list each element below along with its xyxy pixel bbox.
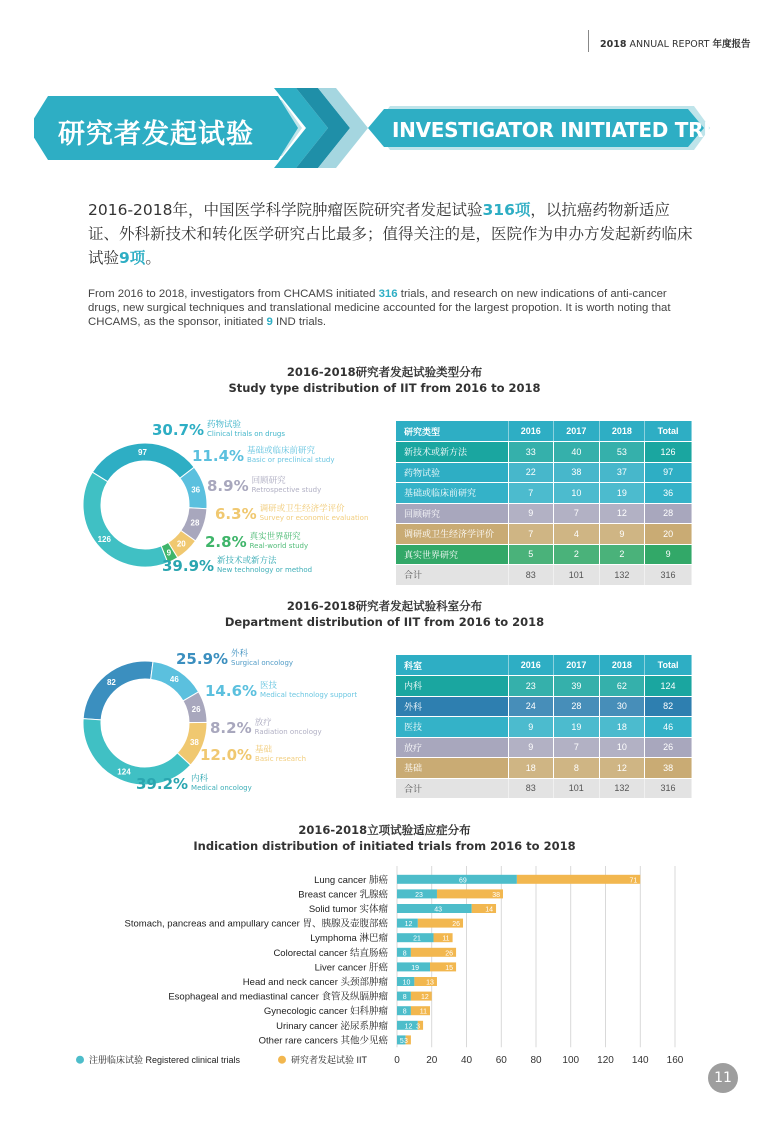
table-cell: 5 [508,544,554,565]
table-cell: 37 [599,462,645,483]
table-cell: 10 [599,737,645,758]
table-cell: 39 [554,676,600,697]
legend-percent: 39.9% [162,557,215,575]
legend-swatch [278,1056,286,1064]
x-tick-label: 140 [631,1055,649,1065]
x-tick-label: 100 [562,1055,580,1065]
bar-value-label: 71 [629,877,638,885]
report-header [600,36,751,50]
legend-label-real-world-study [205,532,308,551]
table-total-cell: 132 [599,778,645,799]
x-tick-label: 40 [460,1055,473,1065]
legend-label-survey-or-economic-evaluation [215,504,368,523]
donut-value-label: 97 [138,448,147,458]
table-cell: 9 [508,737,554,758]
legend-percent: 2.8% [205,533,247,551]
category-label: Lung cancer 肺癌 [314,874,388,886]
bar-value-label: 19 [411,964,420,972]
table-cell: 9 [508,717,554,738]
table-cell: 124 [645,676,692,697]
table-cell: 28 [554,696,600,717]
table-cell: 22 [508,462,554,483]
x-tick-label: 0 [394,1055,400,1065]
chart2-subtitle: Department distribution of IIT from 2016 to 2018 [224,615,545,629]
table-header-cell: 2017 [554,421,600,442]
legend-label-basic-research [200,745,306,764]
study-type-donut [80,440,210,570]
table-cell: 36 [645,483,692,504]
category-label: Esophageal and mediastinal cancer 食管及纵膈肿瘤 [168,991,388,1003]
table-row-label: 新技术或新方法 [396,442,508,463]
x-tick-label: 120 [597,1055,614,1065]
legend-name-cn: 回顾研究 [251,476,286,486]
legend-percent: 39.2% [136,775,189,793]
legend-series-label: 研究者发起试验 IIT [291,1055,367,1065]
legend-name-cn: 基础 [255,745,273,755]
category-label: Other rare cancers 其他少见癌 [258,1035,388,1047]
header-report: ANNUAL REPORT [629,39,710,50]
bar-value-label: 43 [434,906,442,914]
table-row [396,758,692,779]
bar-value-label: 8 [402,950,407,958]
x-tick-label: 160 [666,1055,684,1065]
table-row [396,462,692,483]
table-cell: 9 [599,524,645,545]
table-cell: 10 [554,483,600,504]
table-cell: 7 [508,524,554,545]
legend-percent: 14.6% [205,682,258,700]
table-header-row [396,655,692,676]
table-cell: 20 [645,524,692,545]
table-header-cell: 2016 [508,421,554,442]
legend-name-en: Clinical trials on drugs [207,430,285,438]
intro-count-en: 316 [378,288,398,300]
table-row [396,503,692,524]
header-cn: 年度报告 [712,39,751,50]
table-total-cell: 83 [508,565,554,586]
intro-paragraph-cn: 2016-2018年，中国医学科学院肿瘤医院研究者发起试验316项，以抗癌药物新适应证、外科新技术和转化医学研究占比最多；值得关注的是，医院作为申办方发起新药临床试验9项。 [88,201,693,267]
table-total-cell: 316 [645,778,692,799]
table-total-cell: 83 [508,778,554,799]
legend-name-cn: 内科 [191,774,209,784]
legend-name-en: Basic or preclinical study [247,456,335,464]
table-row [396,544,692,565]
chart1-title: 2016-2018研究者发起试验类型分布 [286,365,483,379]
table-cell: 19 [554,717,600,738]
bar-value-label: 21 [413,935,421,943]
legend-percent: 11.4% [192,447,245,465]
table-row-label: 内科 [396,676,508,697]
category-label: Lymphoma 淋巴瘤 [310,933,388,945]
table-row-label: 回顾研究 [396,503,508,524]
table-header-cell: Total [645,655,692,676]
table-header-cell: 2018 [599,655,645,676]
legend-name-en: Medical technology support [260,691,358,699]
table-cell: 9 [645,544,692,565]
intro-paragraph-en: From 2016 to 2018, investigators from CHCAMS initiated 316 trials, and research on new indications of anti-cancer drugs, new surgical techniques and translational medicine accounted for the largest propotion. It is worth noting that CHCAMS, as the sponsor, initiated 9 IND trials. [88,288,671,328]
category-label: Solid tumor 实体瘤 [308,904,388,915]
bar-value-label: 3 [416,1023,421,1031]
legend-name-en: Basic research [255,755,307,763]
table-cell: 7 [508,483,554,504]
table-cell: 19 [599,483,645,504]
table-cell: 7 [554,503,600,524]
bar-value-label: 26 [445,950,454,958]
legend-series-label: 注册临床试验 Registered clinical trials [89,1055,241,1065]
bar-value-label: 26 [452,921,461,929]
table-total-cell: 316 [645,565,692,586]
table-cell: 53 [599,442,645,463]
donut-value-label: 36 [191,485,201,495]
bar-value-label: 12 [420,994,429,1002]
chart3-subtitle: Indication distribution of initiated trials from 2016 to 2018 [193,839,576,853]
donut-value-label: 82 [106,677,116,687]
table-header-cell: 科室 [396,655,508,676]
table-total-label: 合计 [396,565,508,586]
donut-value-label: 126 [97,534,111,544]
indication-bar-chart [0,860,769,1065]
table-cell: 97 [645,462,692,483]
table-cell: 46 [645,717,692,738]
x-tick-label: 20 [426,1055,438,1065]
bar-value-label: 13 [426,979,434,987]
table-cell: 23 [508,676,554,697]
legend-name-en: New technology or method [217,566,313,574]
table-cell: 33 [508,442,554,463]
table-total-label: 合计 [396,778,508,799]
bar-value-label: 11 [442,935,450,943]
chart1-subtitle: Study type distribution of IIT from 2016 to 2018 [228,381,541,395]
bar-value-label: 12 [404,921,413,929]
table-row-label: 基础或临床前研究 [396,483,508,504]
legend-label-clinical-trials-on-drugs [152,420,285,439]
donut-value-label: 124 [117,767,131,777]
table-cell: 12 [599,758,645,779]
chart3-title: 2016-2018立项试验适应症分布 [298,823,471,837]
legend-name-cn: 放疗 [254,718,272,728]
table-cell: 38 [554,462,600,483]
intro-ind-count-cn: 9项 [119,249,146,267]
table-header-cell: 2017 [554,655,600,676]
legend-name-en: Radiation oncology [254,728,322,736]
department-table [396,655,692,799]
legend-label-medical-oncology [136,774,252,793]
bar-value-label: 38 [492,891,500,899]
table-cell: 28 [645,503,692,524]
table-total-row [396,565,692,586]
intro-count-cn: 316项 [482,201,531,219]
bar-value-label: 8 [402,1008,407,1016]
table-header-row [396,421,692,442]
bar-value-label: 10 [402,979,411,987]
table-row-label: 药物试验 [396,462,508,483]
donut-value-label: 38 [189,738,199,748]
bar-value-label: 12 [404,1023,413,1031]
table-row [396,483,692,504]
page-title-en: INVESTIGATOR INITIATED TRIAL [392,118,738,142]
legend-label-basic-or-preclinical-study [192,446,335,465]
bar-value-label: 69 [459,877,467,885]
bar-value-label: 11 [419,1008,428,1016]
legend-name-en: Surgical oncology [231,659,294,667]
category-label: Head and neck cancer 头颈部肿瘤 [242,977,388,988]
table-cell: 40 [554,442,600,463]
legend-name-cn: 基础或临床前研究 [247,446,316,456]
donut-value-label: 20 [176,539,186,549]
donut-value-label: 9 [166,548,172,558]
table-cell: 2 [554,544,600,565]
table-cell: 2 [599,544,645,565]
table-header-cell: 2018 [599,421,645,442]
legend-name-en: Real-world study [249,542,309,550]
table-row-label: 放疗 [396,737,508,758]
bar-value-label: 15 [445,964,454,972]
intro-ind-count-en: 9 [266,315,273,328]
bar-value-label: 23 [415,891,423,899]
legend-label-medical-technology-support [205,681,357,700]
legend-name-cn: 外科 [231,649,249,659]
table-row [396,676,692,697]
legend-name-cn: 调研或卫生经济学评价 [259,504,345,514]
table-row [396,524,692,545]
legend-percent: 6.3% [215,505,257,523]
legend-label-new-technology-or-method [162,556,312,575]
legend-name-en: Medical oncology [191,784,252,792]
table-cell: 26 [645,737,692,758]
legend-name-cn: 真实世界研究 [249,532,301,542]
category-label: Gynecologic cancer 妇科肿瘤 [263,1006,388,1018]
x-tick-label: 80 [530,1055,542,1065]
table-cell: 7 [554,737,600,758]
table-cell: 12 [599,503,645,524]
category-label: Urinary cancer 泌尿系肿瘤 [276,1020,388,1032]
table-row-label: 基础 [396,758,508,779]
table-row [396,696,692,717]
table-row-label: 调研或卫生经济学评价 [396,524,508,545]
category-label: Breast cancer 乳腺癌 [298,889,388,901]
legend-swatch [76,1056,84,1064]
donut-slice-new-technology-or-method [83,472,168,567]
category-label: Colorectal cancer 结直肠癌 [273,947,388,959]
legend-percent: 8.2% [210,719,252,737]
bar-value-label: 5 [399,1037,404,1045]
header-year: 2018 [600,39,627,50]
table-cell: 82 [645,696,692,717]
bar-value-label: 8 [402,994,407,1002]
table-cell: 126 [645,442,692,463]
bar-iit [517,875,640,884]
donut-value-label: 46 [169,674,179,684]
table-cell: 38 [645,758,692,779]
legend-name-en: Survey or economic evaluation [259,514,369,522]
page-title-cn: 研究者发起试验 [58,119,254,150]
table-cell: 8 [554,758,600,779]
header-divider [588,30,589,52]
table-header-cell: 研究类型 [396,421,508,442]
bar-value-label: 3 [403,1037,408,1045]
table-row-label: 医技 [396,717,508,738]
legend-name-cn: 新技术或新方法 [217,556,277,566]
table-cell: 24 [508,696,554,717]
legend-percent: 30.7% [152,421,205,439]
legend-label-radiation-oncology [210,718,322,737]
legend-name-cn: 药物试验 [207,420,242,430]
bar-registered [397,875,517,884]
donut-slice-surgical-oncology [83,661,153,720]
donut-value-label: 26 [191,704,201,714]
chart2-title: 2016-2018研究者发起试验科室分布 [286,599,483,613]
department-donut [80,658,210,788]
legend-percent: 12.0% [200,746,253,764]
table-row-label: 外科 [396,696,508,717]
table-total-cell: 101 [554,778,600,799]
legend-name-en: Retrospective study [251,486,322,494]
table-row [396,737,692,758]
legend-label-surgical-oncology [176,649,293,668]
bar-value-label: 14 [485,906,494,914]
table-cell: 18 [508,758,554,779]
table-cell: 18 [599,717,645,738]
table-total-cell: 101 [554,565,600,586]
category-label: Stomach, pancreas and ampullary cancer 胃、胰腺及壶腹部癌 [124,918,388,930]
legend-name-cn: 医技 [260,681,278,691]
table-total-row [396,778,692,799]
category-label: Liver cancer 肝癌 [314,962,388,974]
table-cell: 30 [599,696,645,717]
table-cell: 62 [599,676,645,697]
table-cell: 9 [508,503,554,524]
page-number: 11 [708,1063,738,1093]
table-header-cell: Total [645,421,692,442]
table-cell: 4 [554,524,600,545]
table-row [396,717,692,738]
table-row [396,442,692,463]
table-total-cell: 132 [599,565,645,586]
x-tick-label: 60 [495,1055,507,1065]
study-type-table [396,421,692,586]
table-header-cell: 2016 [508,655,554,676]
legend-percent: 25.9% [176,650,229,668]
legend-percent: 8.9% [207,477,249,495]
donut-value-label: 28 [190,518,200,528]
legend-label-retrospective-study [207,476,321,495]
table-row-label: 真实世界研究 [396,544,508,565]
